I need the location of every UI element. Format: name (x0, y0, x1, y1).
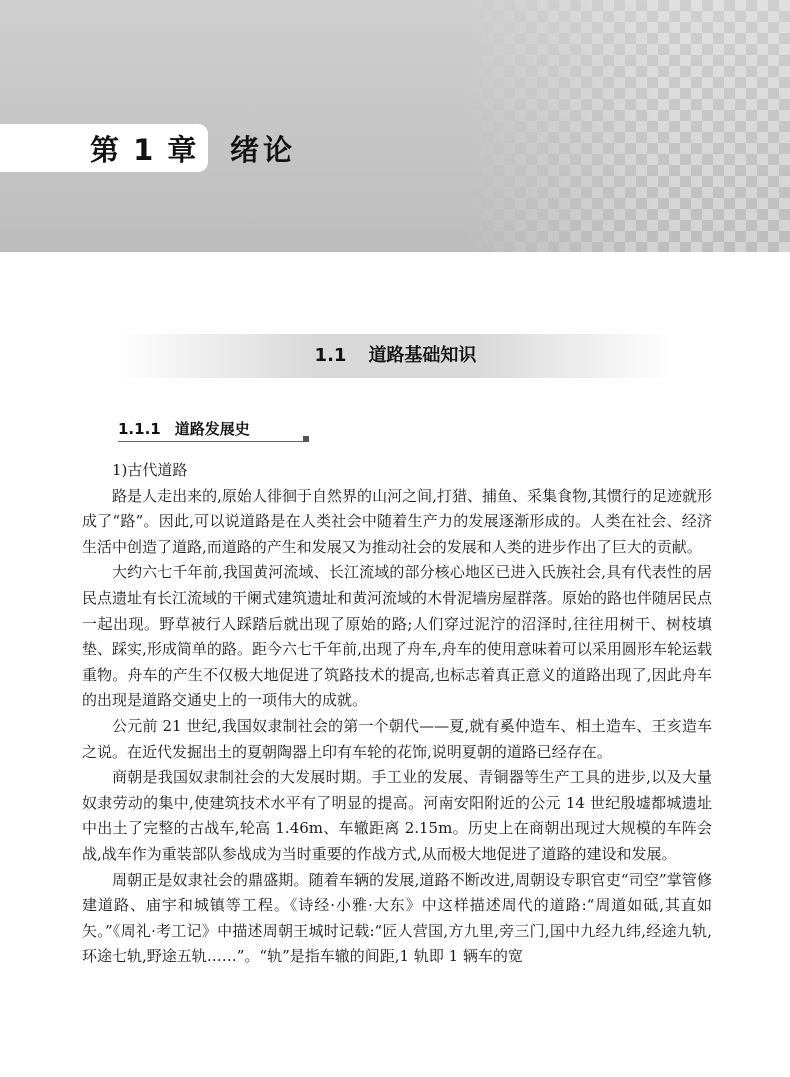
section-heading (118, 334, 673, 378)
banner-pattern (460, 0, 790, 252)
subsection-marker (303, 436, 309, 442)
paragraph: 大约六七千年前,我国黄河流域、长江流域的部分核心地区已进入氏族社会,具有代表性的居民点遗址有长江流域的干阑式建筑遗址和黄河流域的木骨泥墙房屋群落。原始的路也伴随居民点一起出现。野草被行人踩踏后就出现了原始的路;人们穿过泥泞的沼泽时,往往用树干、树枝填垫、踩实,形成简单的路。距今六七千年前,出现了舟车,舟车的使用意味着可以采用圆形车轮运载重物。舟车的产生不仅极大地促进了筑路技术的提高,也标志着真正意义的道路出现了,因此舟车的出现是道路交通史上的一项伟大的成就。 (82, 563, 713, 710)
subsection-heading (118, 418, 250, 439)
paragraph: 商朝是我国奴隶制社会的大发展时期。手工业的发展、青铜器等生产工具的进步,以及大量奴隶劳动的集中,使建筑技术水平有了明显的提高。河南安阳附近的公元 14 世纪殷墟都城遗址中出土了完整的古战车,轮高 1.46m、车辙距离 2.15m。历史上在商朝出现过大规模的车阵会战,战车作为重装部队参战成为当时重要的作战方式,从而极大地促进了道路的建设和发展。 (82, 768, 712, 863)
section-heading-bar (118, 334, 673, 378)
paragraph-heading: 1)古代道路 (112, 461, 188, 479)
subsection-underline (118, 441, 308, 442)
subsection-number: 1.1.1 (118, 420, 161, 438)
paragraph: 周朝正是奴隶社会的鼎盛期。随着车辆的发展,道路不断改进,周朝设专职官吏“司空”掌管修建道路、庙宇和城镇等工程。《诗经·小雅·大东》中这样描述周代的道路:“周道如砥,其直如矢。”《周礼·考工记》中描述周朝王城时记载:“匠人营国,方九里,旁三门,国中九经九纬,经途九轨,环途七轨,野途五轨……”。“轨”是指车辙的间距,1 轨即 1 辆车的宽 (82, 870, 712, 966)
chapter-number: 第 1 章 (90, 133, 199, 167)
paragraph: 路是人走出来的,原始人徘徊于自然界的山河之间,打猎、捕鱼、采集食物,其惯行的足迹就形成了“路”。因此,可以说道路是在人类社会中随着生产力的发展逐渐形成的。人类在社会、经济生活中创造了道路,而道路的产生和发展又为推动社会的发展和人类的进步作出了巨大的贡献。 (82, 486, 712, 556)
subsection-title: 道路发展史 (174, 420, 250, 438)
body-text (82, 458, 712, 970)
section-number: 1.1 (314, 345, 347, 366)
paragraph: 公元前 21 世纪,我国奴隶制社会的第一个朝代——夏,就有奚仲造车、相土造车、王亥造车之说。在近代发掘出土的夏朝陶器上印有车轮的花饰,说明夏朝的道路已经存在。 (82, 716, 712, 761)
chapter-banner (0, 0, 790, 252)
section-title: 道路基础知识 (368, 345, 477, 366)
chapter-title: 绪论 (230, 133, 297, 167)
